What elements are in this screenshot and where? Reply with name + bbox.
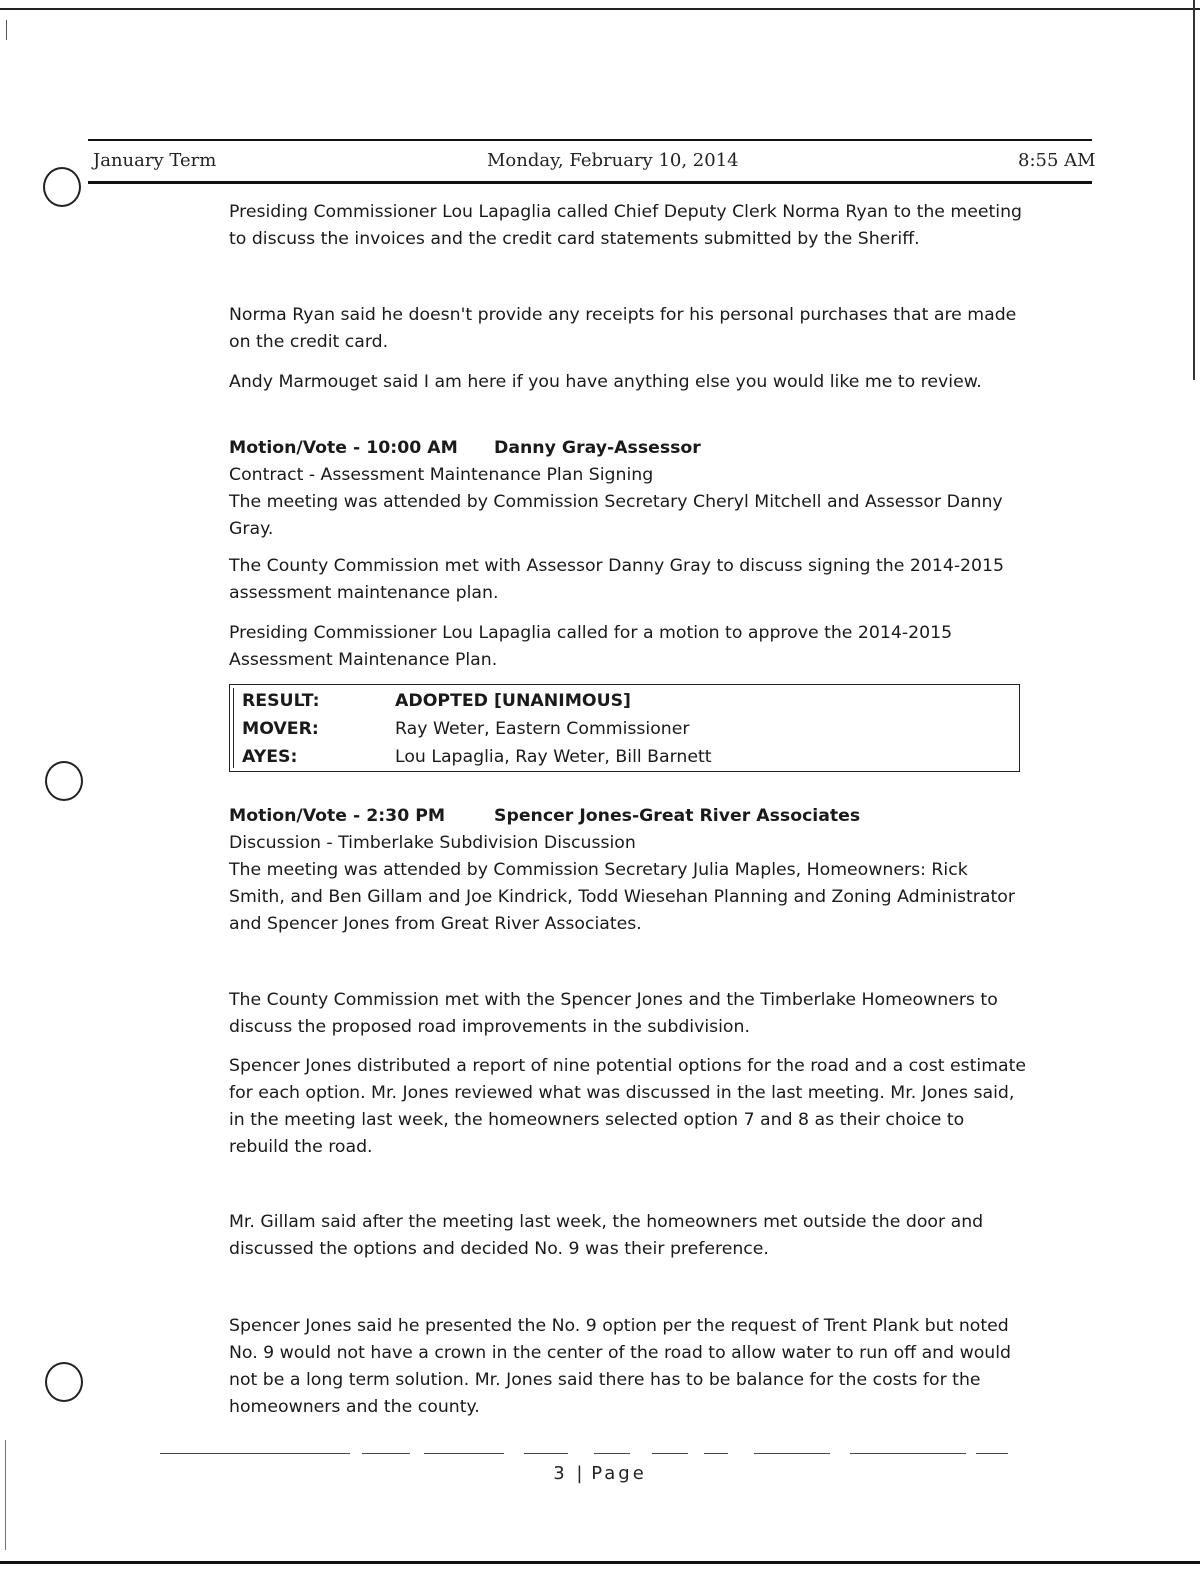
footer-rule-2: [362, 1453, 410, 1454]
page-word: Page: [591, 1463, 647, 1484]
motion2-heading-right: Spencer Jones-Great River Associates: [494, 806, 861, 826]
motion2-paragraph-3: Mr. Gillam said after the meeting last week, the homeowners met outside the door and discussed the options and decided No. 9 was their preference.: [229, 1212, 984, 1259]
motion1-attendance: The meeting was attended by Commission Secretary Cheryl Mitchell and Assessor Danny Gray.: [229, 492, 1003, 539]
punch-hole-bottom: [45, 1362, 83, 1402]
header-rule-bottom: [88, 181, 1092, 184]
scan-edge-left-lower: [5, 1440, 6, 1550]
header-date: Monday, February 10, 2014: [487, 150, 739, 171]
scan-edge-left: [6, 20, 7, 40]
footer-rule-10: [976, 1453, 1008, 1454]
paragraph-norma-ryan: Norma Ryan said he doesn't provide any receipts for his personal purchases that are made on the credit card.: [229, 305, 1017, 352]
paragraph-chief-deputy: Presiding Commissioner Lou Lapaglia called Chief Deputy Clerk Norma Ryan to the meeting to discuss the invoices and the credit card statements submitted by the Sheriff.: [229, 202, 1023, 249]
punch-hole-top: [43, 167, 81, 207]
page-footer: [0, 1463, 1200, 1484]
footer-rule-9: [850, 1453, 966, 1454]
motion2-heading-left: Motion/Vote - 2:30 PM: [229, 806, 446, 826]
paragraph-andy-marmouget: Andy Marmouget said I am here if you have anything else you would like me to review.: [229, 372, 982, 392]
vote-result-label: RESULT:: [242, 691, 320, 711]
footer-rule-6: [652, 1453, 688, 1454]
vote-mover-value: Ray Weter, Eastern Commissioner: [395, 719, 690, 739]
motion2-paragraph-1: The County Commission met with the Spencer Jones and the Timberlake Homeowners to discuss the proposed road improvements in the subdivision.: [229, 990, 998, 1037]
scan-edge-top: [0, 8, 1200, 10]
vote-mover-label: MOVER:: [242, 719, 319, 739]
header-rule-top: [88, 139, 1092, 141]
motion1-heading-right: Danny Gray-Assessor: [494, 438, 701, 458]
scan-edge-right: [1193, 0, 1195, 380]
motion2-attendance: The meeting was attended by Commission Secretary Julia Maples, Homeowners: Rick Smith, and Ben Gillam and Joe Kindrick, Todd Wiesehan Planning and Zoning Administrator and Spencer Jones from Great River Associates.: [229, 860, 1015, 934]
header-term: January Term: [93, 150, 217, 171]
header-time: 8:55 AM: [1018, 150, 1096, 171]
footer-rule-5: [594, 1453, 630, 1454]
motion2-paragraph-4: Spencer Jones said he presented the No. 9 option per the request of Trent Plank but noted No. 9 would not have a crown in the center of the road to allow water to run off and would not be a long term solution. Mr. Jones said there has to be balance for the costs for the homeowners and the county.: [229, 1316, 1012, 1417]
motion1-heading-left: Motion/Vote - 10:00 AM: [229, 438, 458, 458]
footer-rule-4: [524, 1453, 568, 1454]
motion2-paragraph-2: Spencer Jones distributed a report of nine potential options for the road and a cost estimate for each option. Mr. Jones reviewed what was discussed in the last meeting. Mr. Jones said, in the meeting last week, the homeowners selected option 7 and 8 as their choice to rebuild the road.: [229, 1056, 1027, 1157]
scan-edge-bottom: [0, 1561, 1200, 1564]
page-number: 3: [553, 1463, 568, 1484]
punch-hole-middle: [45, 761, 83, 801]
vote-result-table: [229, 684, 1020, 772]
motion1-paragraph-2: Presiding Commissioner Lou Lapaglia called for a motion to approve the 2014-2015 Assessment Maintenance Plan.: [229, 623, 953, 670]
vote-result-value: ADOPTED [UNANIMOUS]: [395, 691, 631, 711]
vote-table-inner-border: [233, 688, 234, 768]
footer-rule-1: [160, 1453, 350, 1454]
vote-ayes-value: Lou Lapaglia, Ray Weter, Bill Barnett: [395, 747, 712, 767]
page-separator: |: [576, 1463, 583, 1484]
footer-rule-7: [704, 1453, 728, 1454]
footer-rule-8: [754, 1453, 830, 1454]
vote-ayes-label: AYES:: [242, 747, 298, 767]
motion2-subheading: Discussion - Timberlake Subdivision Discussion: [229, 833, 636, 853]
footer-rule-3: [424, 1453, 504, 1454]
motion1-subheading: Contract - Assessment Maintenance Plan Signing: [229, 465, 654, 485]
motion1-paragraph-1: The County Commission met with Assessor Danny Gray to discuss signing the 2014-2015 assessment maintenance plan.: [229, 556, 1005, 603]
